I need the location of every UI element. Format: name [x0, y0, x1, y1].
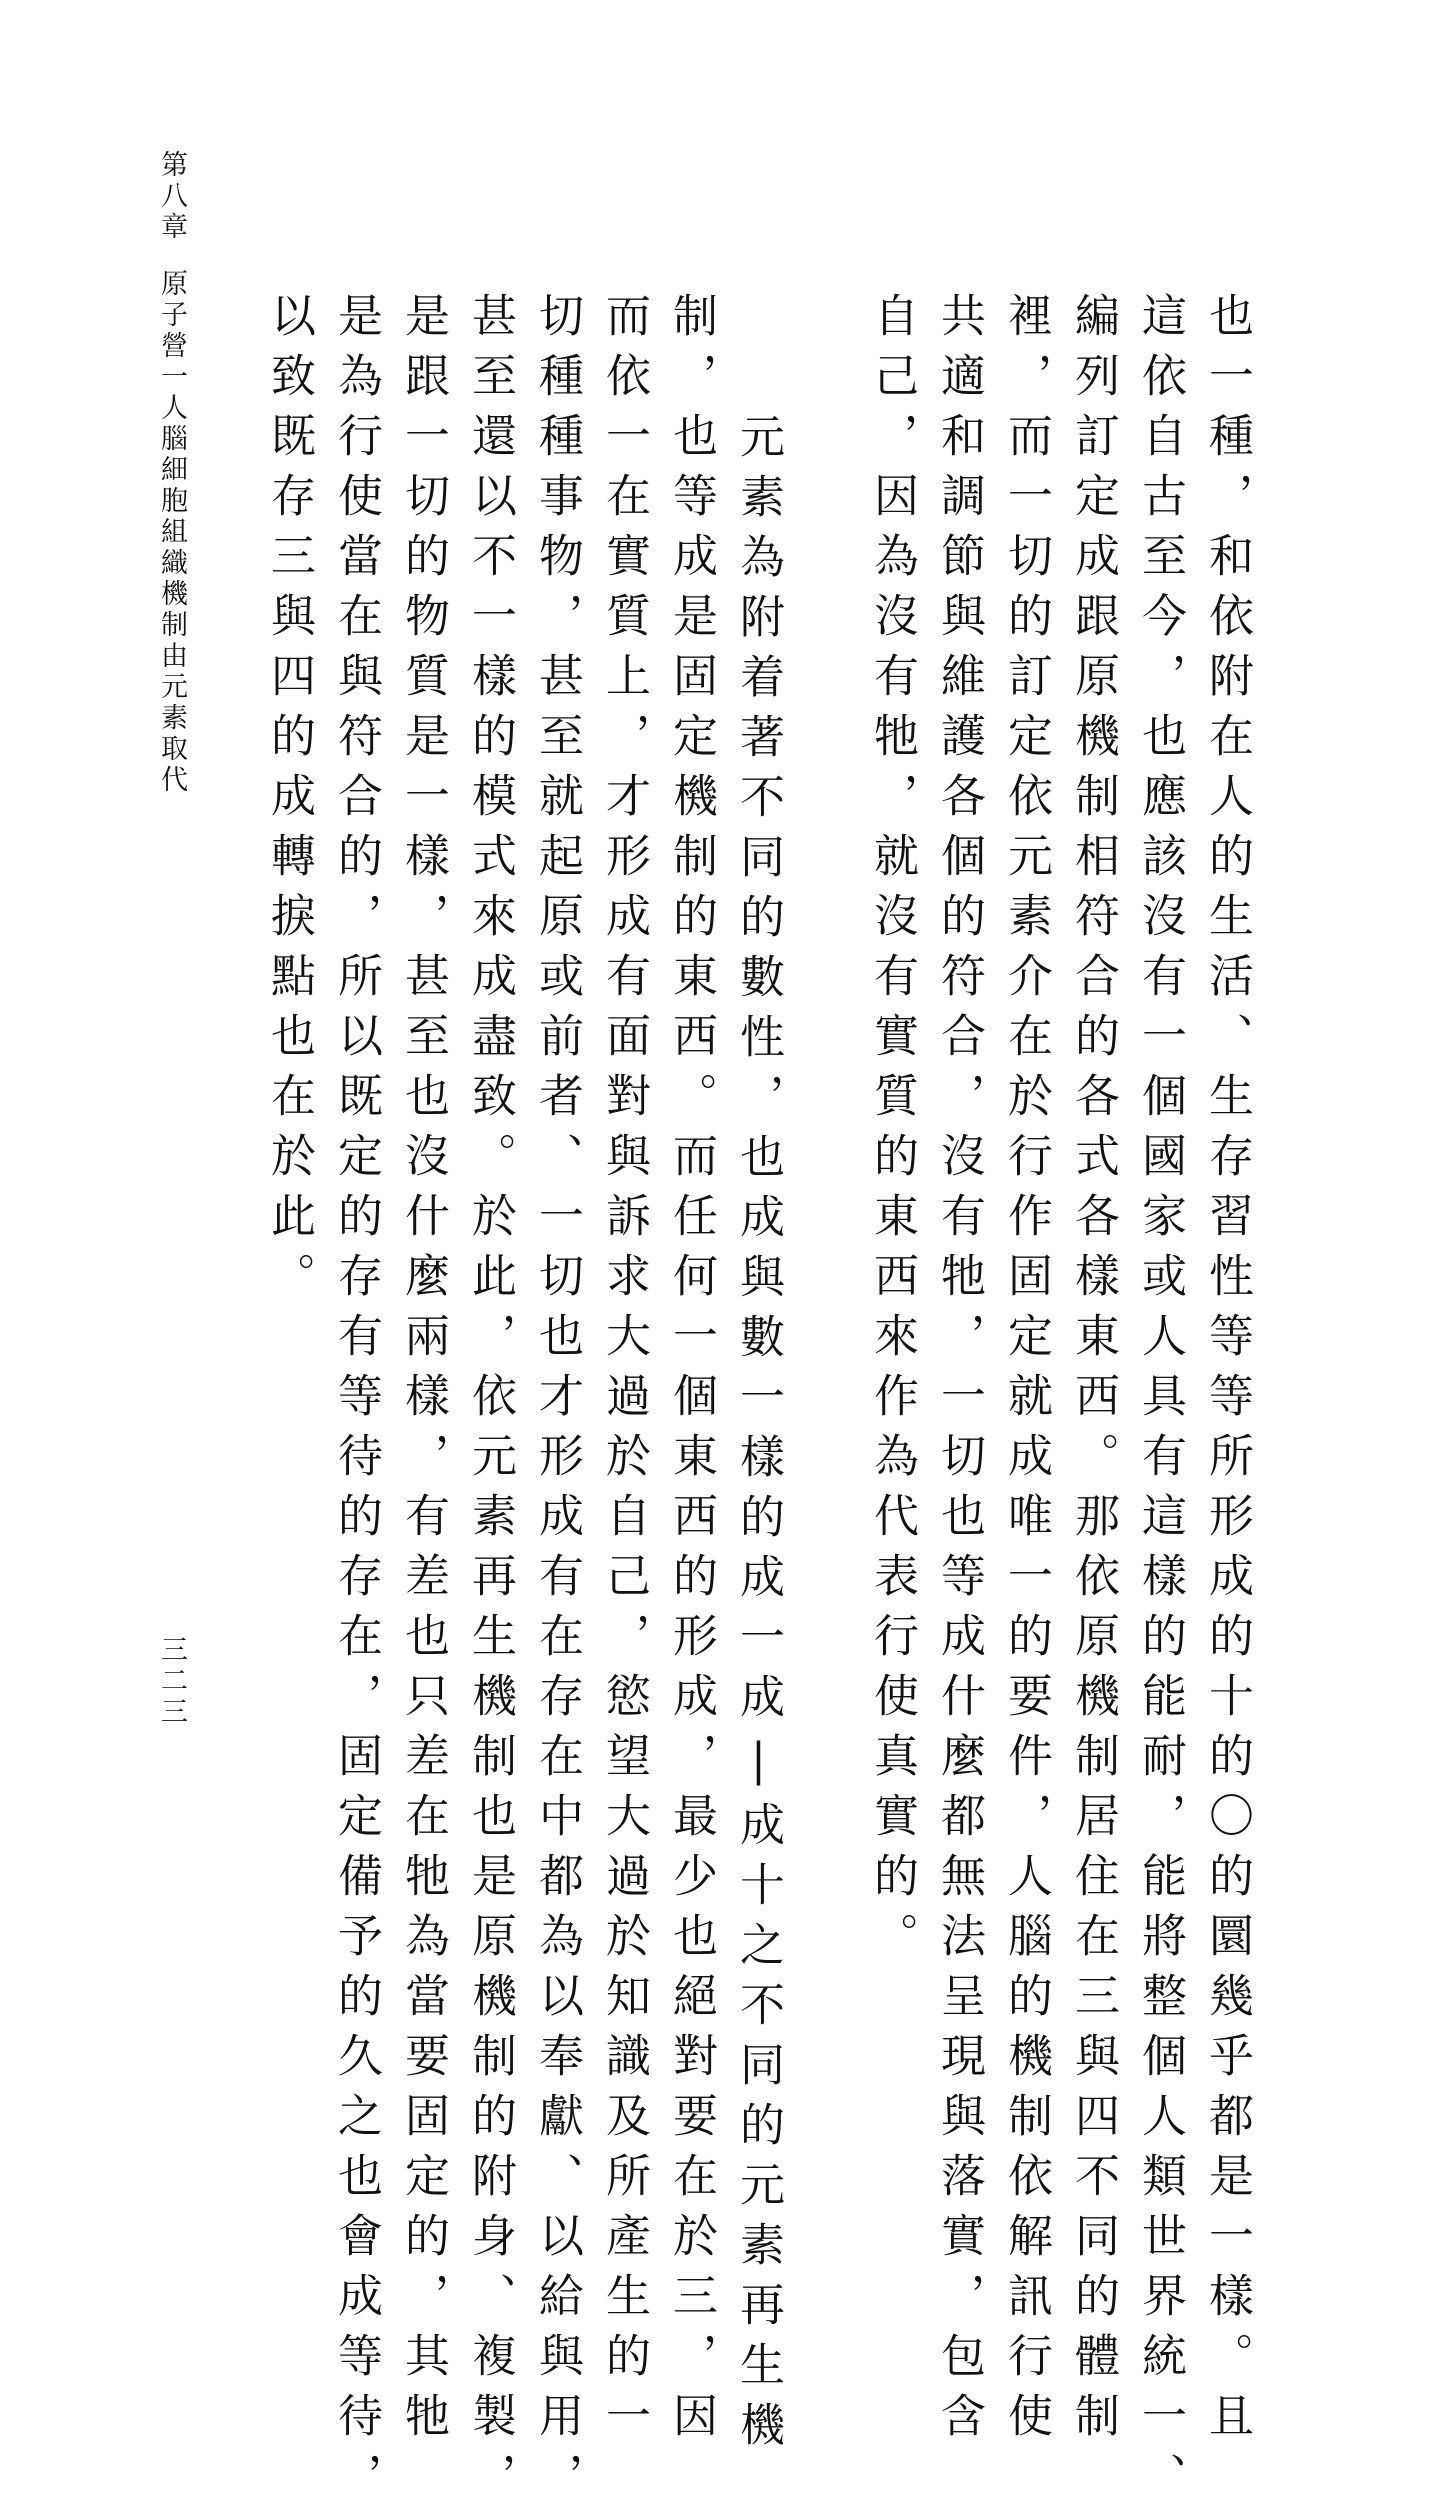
- text-line: 自己，因為沒有牠，就沒有實質的東西來作為代表行使真實的。: [866, 292, 919, 1972]
- text-line: 裡，而一切的訂定依元素介在於行作固定就成唯一的要件，人腦的機制依解訊行使: [1000, 292, 1053, 2452]
- text-line: 甚至還以不一樣的模式來成盡致。於此，依元素再生機制也是原機制的附身、複製，: [464, 292, 517, 2512]
- page-number: 三二三: [156, 1635, 187, 1728]
- text-line: 是跟一切的物質是一樣，甚至也沒什麼兩樣，有差也只差在牠為當要固定的，其牠: [397, 292, 450, 2452]
- text-line: 以致既存三與四的成轉捩點也在於此。: [263, 292, 316, 1312]
- text-line: 共適和調節與維護各個的符合，沒有牠，一切也等成什麼都無法呈現與落實，包含: [933, 292, 986, 2452]
- text-line: 也一種，和依附在人的生活、生存習性等等所形成的十的〇的圜幾乎都是一樣。且: [1201, 292, 1254, 2452]
- text-line: 編列訂定成跟原機制相符合的各式各樣東西。那依原機制居住在三與四不同的體制: [1067, 292, 1120, 2452]
- chapter-title: 原子營一人腦細胞組織機制由元素取代: [156, 269, 187, 796]
- text-line: 而依一在實質上，才形成有面對與訴求大過於自己，慾望大過於知識及所產生的一: [598, 292, 651, 2452]
- text-line: 制，也等成是固定機制的東西。而任何一個東西的形成，最少也絕對要在於三，因: [665, 292, 718, 2452]
- text-line: 這依自古至今，也應該沒有一個國家或人具有這樣的能耐，能將整個人類世界統一、: [1134, 292, 1187, 2512]
- text-line: 切種種事物，甚至就起原或前者、一切也才形成有在存在中都為以奉獻、以給與用，: [531, 292, 584, 2512]
- text-line: 是為行使當在與符合的，所以既定的存有等待的存在，固定備予的久之也會成等待，: [330, 292, 383, 2512]
- text-line: 元素為附着著不同的數性，也成與數一樣的成一成|成十之不同的元素再生機: [732, 413, 785, 2461]
- running-header: [158, 150, 185, 796]
- chapter-label: 第八章: [156, 150, 187, 243]
